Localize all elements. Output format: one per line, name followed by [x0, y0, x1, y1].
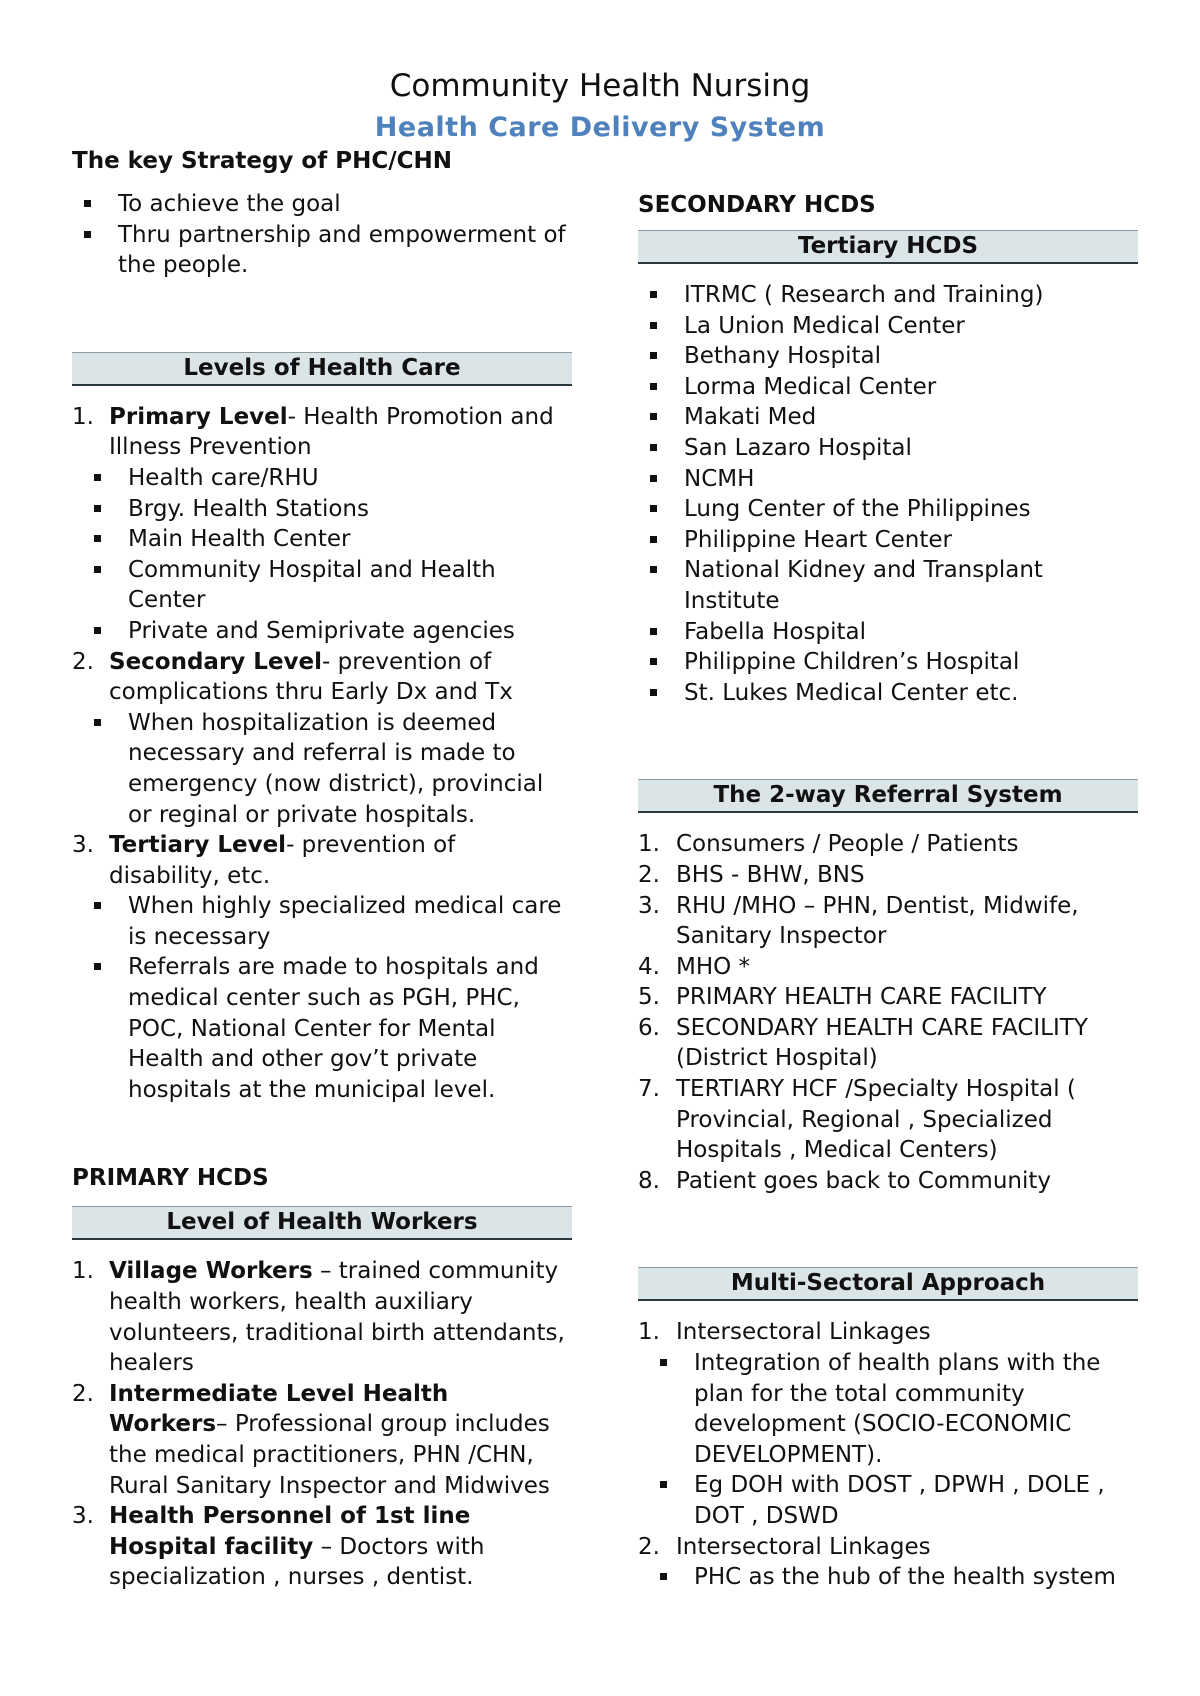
worker-description: – trained community health workers, health auxiliary volunteers, traditional birth attendants, healers	[109, 1258, 565, 1377]
step-text: RHU /MHO – PHN, Dentist, Midwife, Sanitary Inspector	[676, 892, 1079, 950]
worker-description: – Doctors with specialization , nurses , dentist.	[109, 1533, 485, 1591]
worker-number: 2.	[72, 1380, 94, 1407]
worker-item	[72, 1501, 572, 1593]
list-item: When highly specialized medical care is necessary	[72, 891, 572, 952]
list-item: To achieve the goal	[72, 189, 582, 220]
levels-list	[72, 402, 572, 463]
hospital-item: Lorma Medical Center	[638, 372, 1138, 403]
list-item: Brgy. Health Stations	[72, 494, 572, 525]
levels-list-3	[72, 830, 572, 891]
level-description: - Health Promotion and Illness Prevention	[109, 403, 554, 461]
worker-level-name: Village Workers	[109, 1258, 313, 1285]
right-column	[638, 189, 1138, 1593]
linkage-item	[638, 1317, 1138, 1348]
step-number: 7.	[638, 1076, 660, 1103]
hospital-item: ITRMC ( Research and Training)	[638, 280, 1138, 311]
hospital-item: Bethany Hospital	[638, 341, 1138, 372]
worker-item	[72, 1379, 572, 1501]
referral-step	[638, 860, 1138, 891]
document-subtitle: Health Care Delivery System	[374, 112, 826, 143]
primary-level-sublist	[72, 463, 572, 647]
linkage-sublist-2	[638, 1562, 1138, 1593]
step-text: MHO *	[676, 953, 751, 980]
linkage-text: Intersectoral Linkages	[676, 1533, 931, 1560]
level-item	[72, 402, 572, 463]
step-number: 8.	[638, 1167, 660, 1194]
list-item: Main Health Center	[72, 524, 572, 555]
left-column	[72, 145, 572, 1593]
linkage-number: 2.	[638, 1533, 660, 1560]
referral-step	[638, 1166, 1138, 1197]
worker-number: 3.	[72, 1503, 94, 1530]
level-name: Primary Level	[109, 403, 288, 430]
step-text: Consumers / People / Patients	[676, 831, 1019, 858]
hospital-item: San Lazaro Hospital	[638, 433, 1138, 464]
step-number: 2.	[638, 861, 660, 888]
level-description: - prevention of disability, etc.	[109, 832, 456, 889]
linkage-number: 1.	[638, 1319, 660, 1346]
hospital-item: NCMH	[638, 464, 1138, 495]
list-item: Private and Semiprivate agencies	[72, 616, 572, 647]
referral-step	[638, 891, 1138, 952]
level-number: 2.	[72, 648, 94, 675]
step-number: 6.	[638, 1014, 660, 1041]
referral-step	[638, 982, 1138, 1013]
step-text: SECONDARY HEALTH CARE FACILITY (District Hospital)	[676, 1014, 1088, 1072]
level-description: - prevention of complications thru Early Dx and Tx	[109, 648, 513, 706]
referral-heading: The 2-way Referral System	[638, 779, 1138, 813]
step-text: PRIMARY HEALTH CARE FACILITY	[676, 984, 1047, 1011]
workers-list	[72, 1256, 572, 1593]
hospital-item: Fabella Hospital	[638, 617, 1138, 648]
tertiary-heading: Tertiary HCDS	[638, 230, 1138, 264]
list-item: Thru partnership and empowerment of the people.	[72, 220, 582, 281]
step-text: Patient goes back to Community	[676, 1167, 1051, 1194]
hospital-item: National Kidney and Transplant Institute	[638, 555, 1138, 616]
level-item	[72, 830, 572, 891]
step-number: 1.	[638, 831, 660, 858]
list-item: When hospitalization is deemed necessary and referral is made to emergency (now district), provincial or reginal or private hospitals.	[72, 708, 572, 830]
linkage-item	[638, 1532, 1138, 1563]
step-text: TERTIARY HCF /Specialty Hospital ( Provincial, Regional , Specialized Hospitals , Medical Centers)	[676, 1076, 1076, 1164]
strategy-list	[72, 189, 582, 281]
workers-heading: Level of Health Workers	[72, 1206, 572, 1240]
level-item	[72, 647, 572, 708]
worker-item	[72, 1256, 572, 1378]
tertiary-level-sublist	[72, 891, 572, 1105]
levels-heading: Levels of Health Care	[72, 352, 572, 386]
levels-list-2	[72, 647, 572, 708]
list-item: Eg DOH with DOST , DPWH , DOLE , DOT , DSWD	[638, 1470, 1138, 1531]
referral-step	[638, 1074, 1138, 1166]
tertiary-list	[638, 280, 1138, 708]
referral-step	[638, 1013, 1138, 1074]
linkage-sublist	[638, 1348, 1138, 1532]
list-item: Integration of health plans with the plan for the total community development (SOCIO-ECONOMIC DEVELOPMENT).	[638, 1348, 1138, 1470]
linkage-text: Intersectoral Linkages	[676, 1319, 931, 1346]
secondary-hcds-heading: SECONDARY HCDS	[638, 192, 876, 218]
level-number: 1.	[72, 403, 94, 430]
level-number: 3.	[72, 832, 94, 859]
referral-list	[638, 829, 1138, 1196]
worker-description: – Professional group includes the medical practitioners, PHN /CHN, Rural Sanitary Inspector and Midwives	[109, 1411, 550, 1499]
strategy-heading: The key Strategy of PHC/CHN	[72, 148, 453, 174]
hospital-item: La Union Medical Center	[638, 311, 1138, 342]
step-number: 5.	[638, 984, 660, 1011]
document-title: Community Health Nursing	[389, 68, 811, 104]
multi-sectoral-heading: Multi-Sectoral Approach	[638, 1267, 1138, 1301]
primary-hcds-heading: PRIMARY HCDS	[72, 1165, 269, 1192]
worker-number: 1.	[72, 1258, 94, 1285]
list-item: Community Hospital and Health Center	[72, 555, 572, 616]
worker-level-name: Health Personnel of 1st line Hospital facility	[109, 1503, 471, 1560]
list-item: Health care/RHU	[72, 463, 572, 494]
hospital-item: Makati Med	[638, 402, 1138, 433]
level-name: Tertiary Level	[109, 832, 287, 859]
hospital-item: Lung Center of the Philippines	[638, 494, 1138, 525]
list-item: Referrals are made to hospitals and medical center such as PGH, PHC, POC, National Center for Mental Health and other gov’t private hospitals at the municipal level.	[72, 952, 572, 1105]
secondary-level-sublist	[72, 708, 572, 830]
multi-sectoral-list	[638, 1317, 1138, 1348]
step-number: 3.	[638, 892, 660, 919]
step-number: 4.	[638, 953, 660, 980]
level-name: Secondary Level	[109, 648, 323, 675]
step-text: BHS - BHW, BNS	[676, 861, 865, 888]
list-item: PHC as the hub of the health system	[638, 1562, 1138, 1593]
worker-level-name: Intermediate Level Health Workers	[109, 1380, 449, 1438]
hospital-item: Philippine Children’s Hospital	[638, 647, 1138, 678]
multi-sectoral-list-2	[638, 1532, 1138, 1563]
referral-step	[638, 829, 1138, 860]
hospital-item: Philippine Heart Center	[638, 525, 1138, 556]
referral-step	[638, 952, 1138, 983]
hospital-item: St. Lukes Medical Center etc.	[638, 678, 1138, 709]
